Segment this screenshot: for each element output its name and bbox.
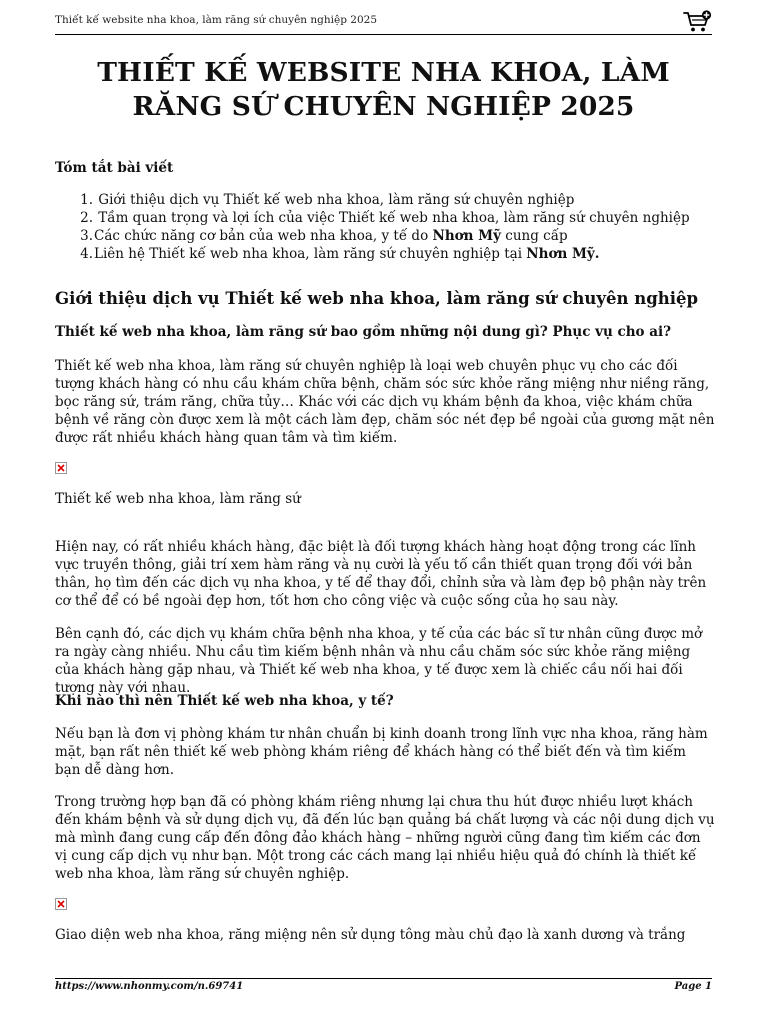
- image-caption: Thiết kế web nha khoa, làm răng sứ: [55, 491, 301, 507]
- toc-item-number: 3.: [80, 228, 93, 244]
- toc-item-text-end[interactable]: cung cấp: [500, 228, 568, 244]
- sub-heading-content: Thiết kế web nha khoa, làm răng sứ bao gồm những nội dung gì? Phục vụ cho ai?: [55, 324, 672, 340]
- broken-image-icon: [55, 462, 67, 474]
- paragraph-intro: Thiết kế web nha khoa, làm răng sứ chuyên nghiệp là loại web chuyên phục vụ cho các đối tượng khách hàng có nhu cầu khám chữa bệnh, chăm sóc sức khỏe răng miệng như niềng răng, bọc răng sứ, trám răng, chữa tủy… Khác với các dịch vụ khám bệnh đa khoa, việc khám chữa bệnh về răng còn được xem là một cách làm đẹp, chăm sóc nét đẹp bề ngoài của gương mặt nên được rất nhiều khách hàng quan tâm và tìm kiếm.: [55, 358, 715, 446]
- article-title: THIẾT KẾ WEBSITE NHA KHOA, LÀM RĂNG SỨ CHUYÊN NGHIỆP 2025: [97, 57, 670, 122]
- toc-item-number: 1.: [80, 192, 93, 208]
- toc-item[interactable]: [55, 209, 712, 227]
- toc-item-brand[interactable]: Nhơn Mỹ.: [526, 246, 600, 262]
- toc-list: [55, 191, 712, 263]
- toc-item[interactable]: [55, 191, 712, 209]
- footer-url-link[interactable]: https://www.nhonmy.com/n.69741: [55, 981, 244, 992]
- paragraph-clinics: Bên cạnh đó, các dịch vụ khám chữa bệnh nha khoa, y tế của các bác sĩ tư nhân cũng được mở ra ngày càng nhiều. Nhu cầu tìm kiếm bệnh nhân và nhu cầu chăm sóc sức khỏe răng miệng của khách hàng gặp nhau, và Thiết kế web nha khoa, y tế được xem là chiếc cầu nối hai đối tượng này với nhau.: [55, 626, 703, 696]
- cart-add-icon[interactable]: [683, 10, 713, 34]
- toc-item-text[interactable]: Các chức năng cơ bản của web nha khoa, y tế do: [94, 228, 433, 244]
- toc-item-text[interactable]: Liên hệ Thiết kế web nha khoa, làm răng sứ chuyên nghiệp tại: [94, 246, 527, 262]
- toc-item[interactable]: [55, 227, 712, 245]
- image-caption: Giao diện web nha khoa, răng miệng nên sử dụng tông màu chủ đạo là xanh dương và trắng: [55, 927, 686, 943]
- toc-item-text[interactable]: Giới thiệu dịch vụ Thiết kế web nha khoa, làm răng sứ chuyên nghiệp: [98, 192, 575, 208]
- header-divider: [55, 34, 712, 35]
- paragraph-promotion: Trong trường hợp bạn đã có phòng khám riêng nhưng lại chưa thu hút được nhiều lượt khách đến khám bệnh và sử dụng dịch vụ, đã đến lúc bạn quảng bá chất lượng và các nội dung dịch vụ mà mình đang cung cấp đến đông đảo khách hàng – những người cũng đang tìm kiếm các đơn vị cung cấp dịch vụ như bạn. Một trong các cách mang lại nhiều hiệu quả đó chính là thiết kế web nha khoa, làm răng sứ chuyên nghiệp.: [55, 794, 715, 882]
- footer-divider: [55, 978, 712, 979]
- page-number: Page 1: [674, 981, 712, 992]
- running-header-title: Thiết kế website nha khoa, làm răng sứ chuyên nghiệp 2025: [55, 14, 377, 26]
- broken-image-icon: [55, 898, 67, 910]
- toc-item-number: 2.: [80, 210, 93, 226]
- toc-item[interactable]: [55, 245, 712, 263]
- toc-item-brand[interactable]: Nhơn Mỹ: [432, 228, 501, 244]
- toc-item-number: 4.: [80, 246, 93, 262]
- section-heading: Giới thiệu dịch vụ Thiết kế web nha khoa, làm răng sứ chuyên nghiệp: [55, 289, 699, 308]
- paragraph-customers: Hiện nay, có rất nhiều khách hàng, đặc biệt là đối tượng khách hàng hoạt động trong các lĩnh vực truyền thông, giải trí xem hàm răng và nụ cười là yếu tố cần thiết quan trọng đối với bản thân, họ tìm đến các dịch vụ nha khoa, y tế để thay đổi, chỉnh sửa và làm đẹp bộ phận này trên cơ thể để có bề ngoài đẹp hơn, tốt hơn cho công việc và cuộc sống của họ sau này.: [55, 539, 707, 609]
- toc-heading: Tóm tắt bài viết: [55, 160, 174, 176]
- sub-heading-when: Khi nào thì nên Thiết kế web nha khoa, y tế?: [55, 693, 394, 709]
- paragraph-private-clinic: Nếu bạn là đơn vị phòng khám tư nhân chuẩn bị kinh doanh trong lĩnh vực nha khoa, răng hàm mặt, bạn rất nên thiết kế web phòng khám riêng để khách hàng có thể biết đến và tìm kiếm bạn dễ dàng hơn.: [55, 726, 708, 778]
- toc-item-text[interactable]: Tầm quan trọng và lợi ích của việc Thiết kế web nha khoa, làm răng sứ chuyên nghiệp: [98, 210, 690, 226]
